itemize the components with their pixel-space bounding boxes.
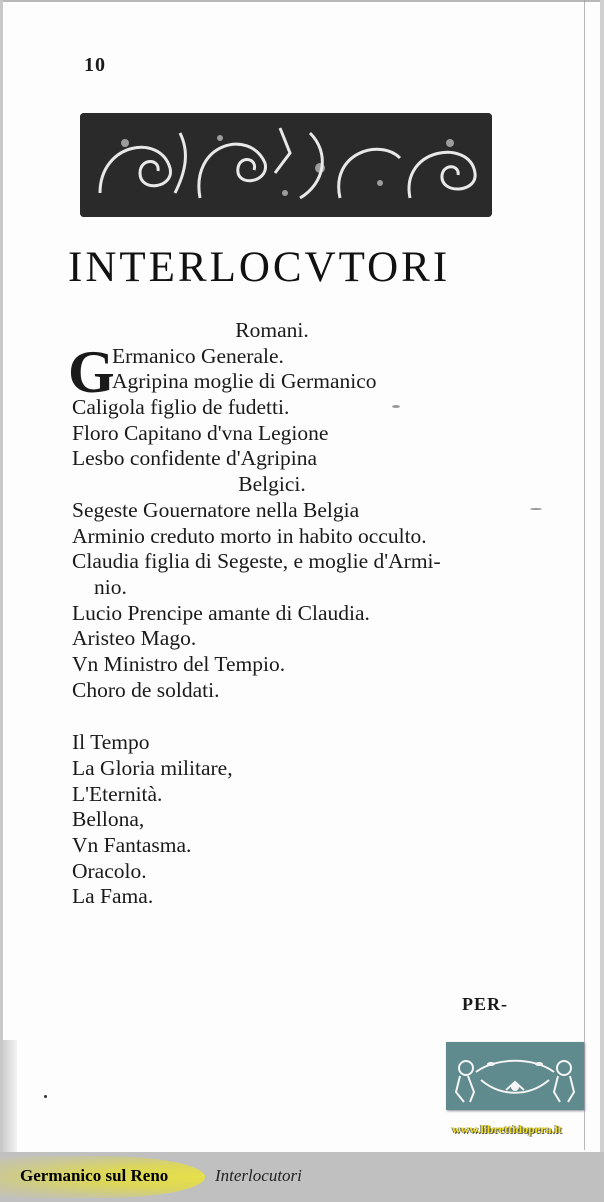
ornament-headpiece-icon: [80, 113, 492, 217]
list-item: Vn Ministro del Tempio.: [72, 651, 286, 676]
speck: [44, 1095, 47, 1098]
list-item: Choro de soldati.: [72, 677, 220, 702]
site-logo[interactable]: [446, 1042, 584, 1110]
list-item: Caligola figlio de fudetti.: [72, 395, 290, 420]
cherubs-wreath-icon: [446, 1042, 584, 1110]
list-item: Il Tempo: [72, 730, 150, 755]
list-item: Lucio Prencipe amante di Claudia.: [72, 600, 370, 625]
section-title-romani: Romani.: [235, 318, 309, 342]
list-item: La Gloria militare,: [72, 756, 233, 780]
list-item: Agripina moglie di Germanico: [112, 369, 377, 394]
character-list: [68, 318, 542, 910]
speck: [530, 508, 542, 510]
list-item: L'Eternità.: [72, 781, 163, 806]
spacer: [72, 703, 542, 730]
dropcap: G: [68, 338, 115, 405]
list-item: Lesbo confidente d'Agripina: [72, 446, 318, 471]
page-edge-line: [584, 0, 585, 1150]
frame-border-right: [600, 0, 604, 1152]
catchword: PER-: [462, 994, 508, 1014]
list-item: Claudia figlia di Segeste, e moglie d'Armi-: [72, 549, 441, 574]
list-item: Aristeo Mago.: [72, 626, 197, 651]
opera-title-link[interactable]: Germanico sul Reno: [20, 1166, 169, 1185]
list-item: nio.: [94, 574, 127, 599]
frame-border-left: [0, 0, 3, 1152]
page-edge-shadow: [3, 1040, 17, 1152]
page-heading: INTERLOCVTORI: [68, 244, 451, 291]
list-item: Segeste Gouernatore nella Belgia: [72, 497, 360, 522]
list-item: Oracolo.: [72, 858, 147, 883]
page-number: 10: [84, 54, 106, 76]
frame-border-top: [0, 0, 604, 2]
list-item: Vn Fantasma.: [72, 833, 192, 858]
list-item: Floro Capitano d'vna Legione: [72, 420, 329, 445]
list-item: Arminio creduto morto in habito occulto.: [72, 523, 427, 548]
list-item: La Fama.: [72, 884, 154, 909]
section-title-belgici: Belgici.: [238, 472, 306, 497]
character-line: Ermanico Generale.: [112, 343, 284, 368]
site-url-link[interactable]: www.librettidopera.it: [452, 1122, 562, 1136]
footer-bar: [0, 1152, 604, 1202]
speck: [392, 405, 400, 408]
list-item: Bellona,: [72, 807, 145, 832]
section-name: Interlocutori: [215, 1166, 302, 1185]
